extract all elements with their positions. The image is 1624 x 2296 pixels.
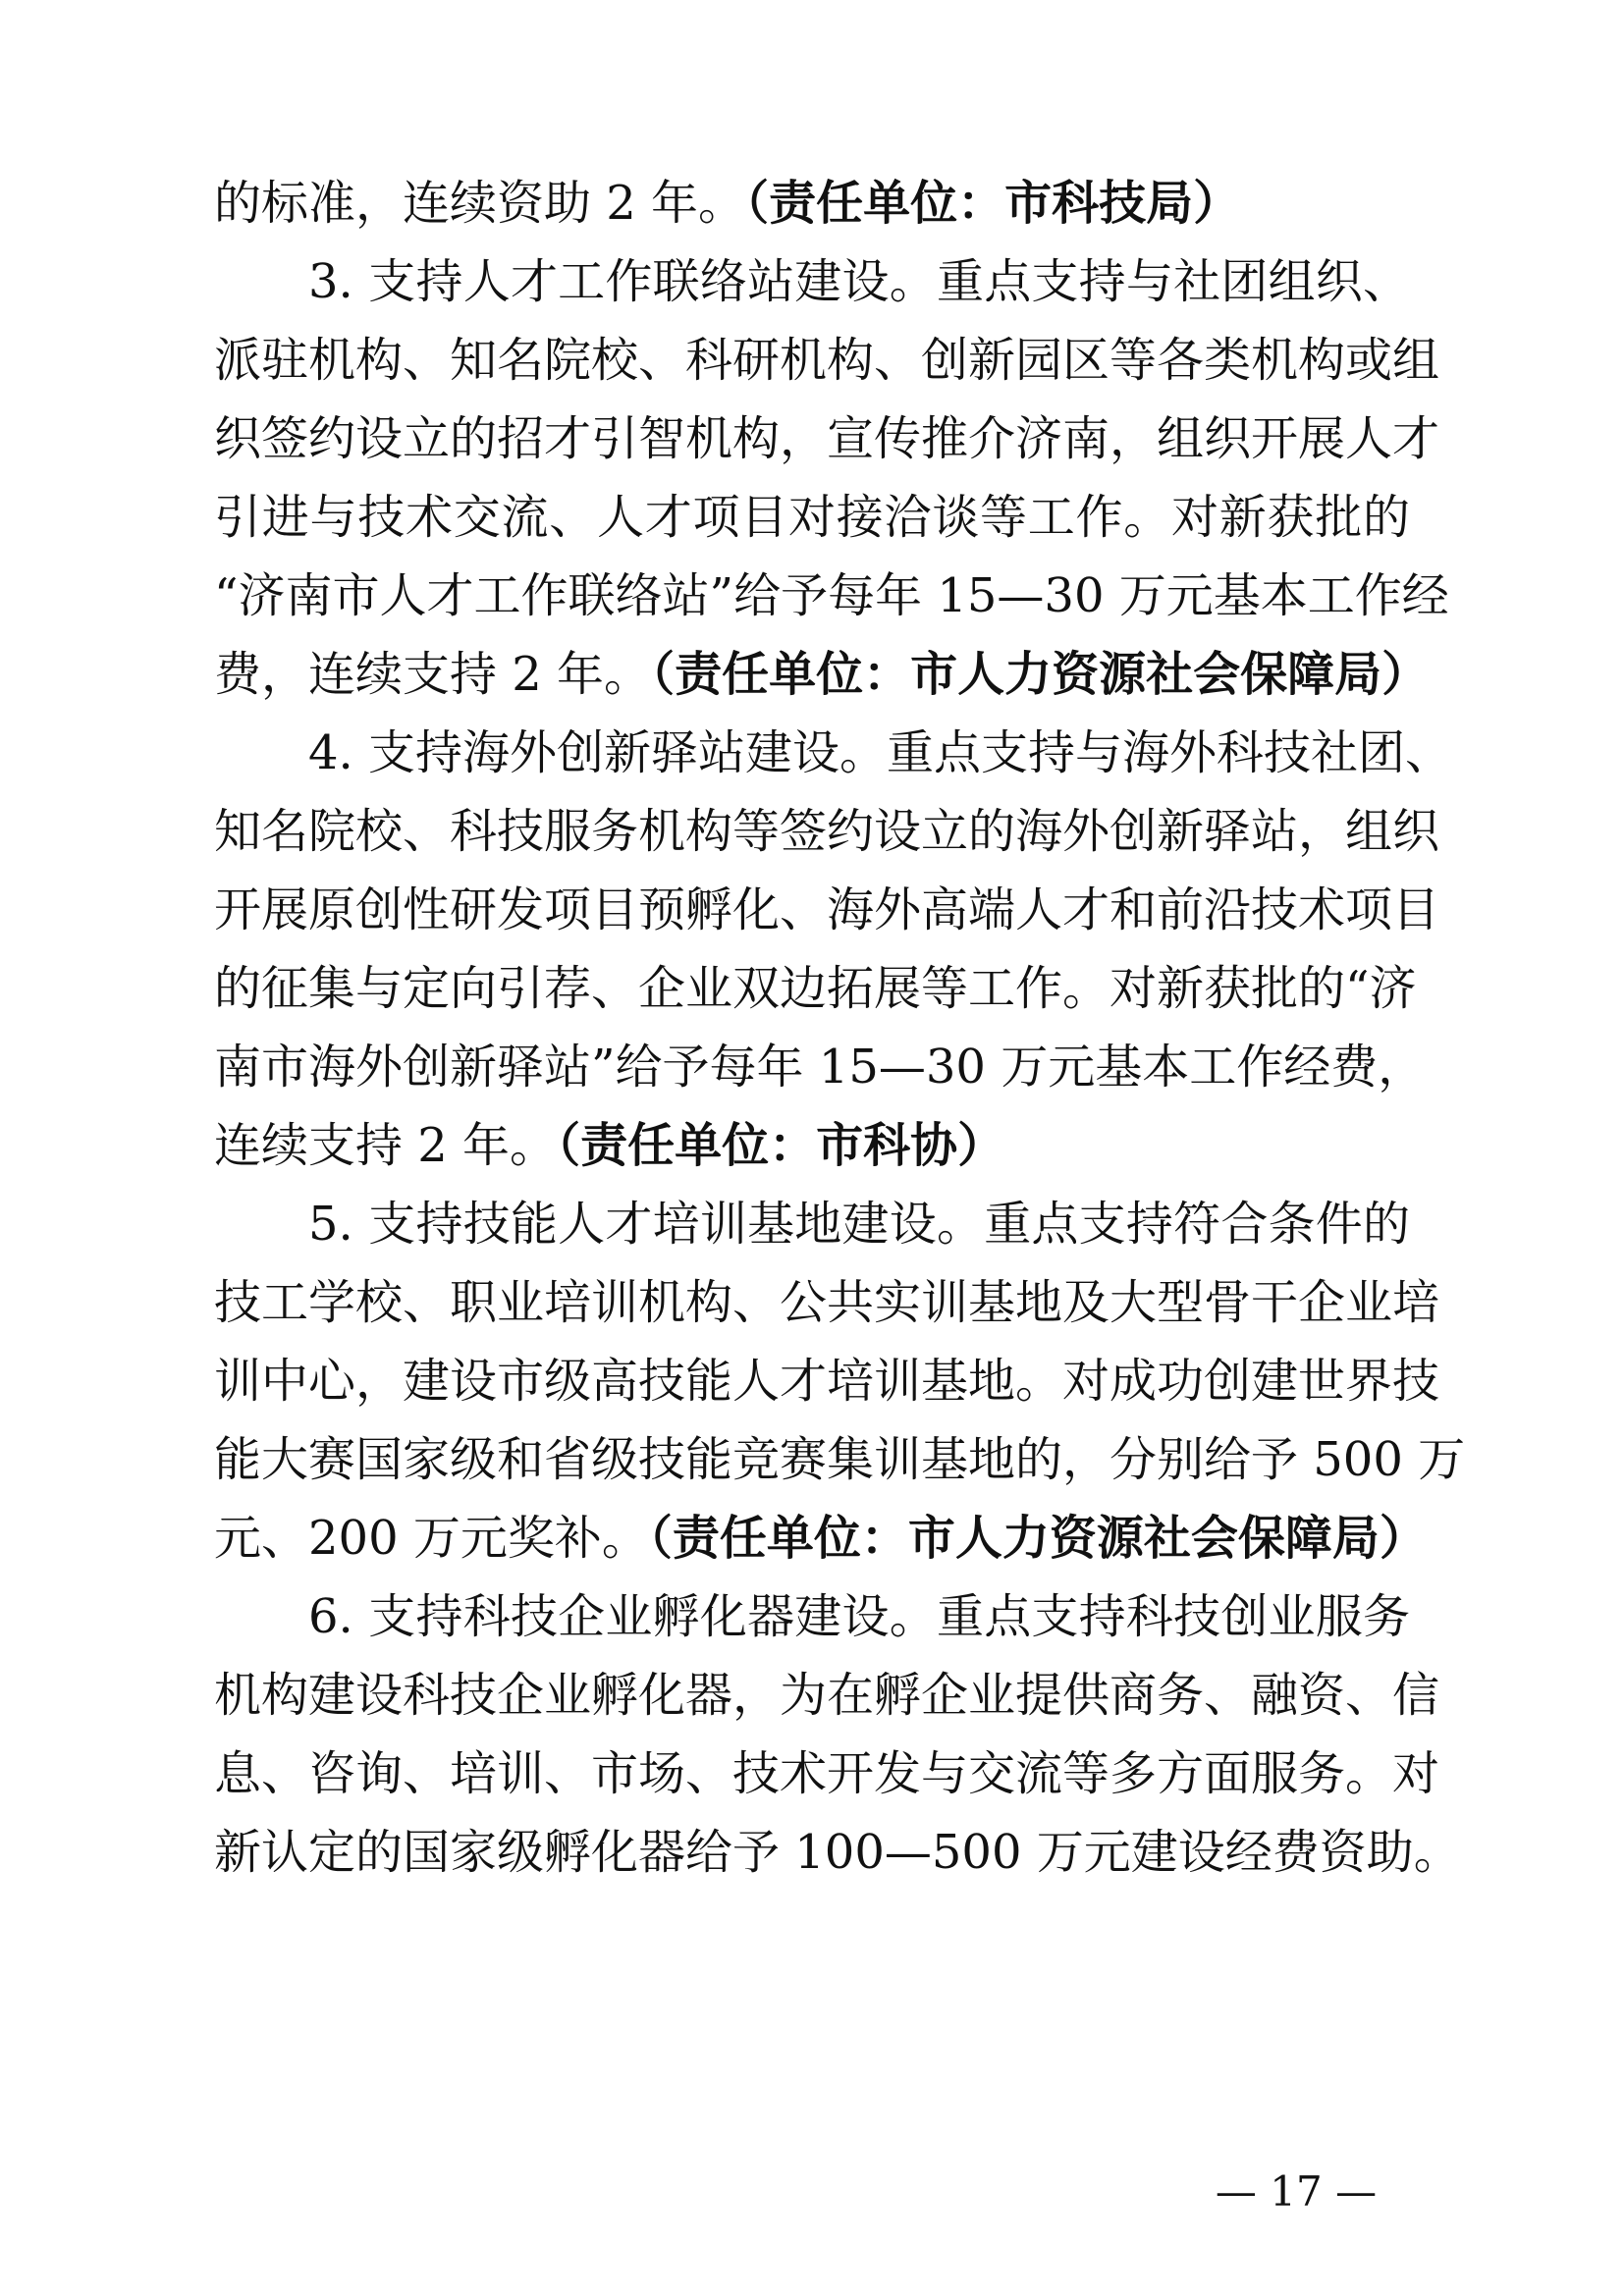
paragraph-line: 知名院校、科技服务机构等签约设立的海外创新驿站，组织 (214, 804, 1440, 859)
paragraph-line: 连续支持 2 年。（责任单位：市科协） (214, 1118, 1005, 1173)
paragraph-line: 5. 支持技能人才培训基地建设。重点支持符合条件的 (308, 1197, 1410, 1252)
responsible-unit: （责任单位：市人力资源社会保障局） (651, 647, 1430, 702)
responsible-unit: （责任单位：市人力资源社会保障局） (648, 1511, 1427, 1566)
paragraph-line: 机构建设科技企业孵化器，为在孵企业提供商务、融资、信 (214, 1668, 1440, 1723)
paragraph-line: 能大赛国家级和省级技能竞赛集训基地的，分别给予 500 万 (214, 1432, 1466, 1487)
paragraph-line: “济南市人才工作联络站”给予每年 15—30 万元基本工作经 (214, 568, 1449, 623)
paragraph-line: 技工学校、职业培训机构、公共实训基地及大型骨干企业培 (214, 1275, 1440, 1330)
page-number: — 17 — (1215, 2167, 1378, 2216)
paragraph-line: 的征集与定向引荐、企业双边拓展等工作。对新获批的“济 (214, 961, 1417, 1016)
responsible-unit: （责任单位：市科技局） (745, 176, 1241, 231)
paragraph-line: 训中心，建设市级高技能人才培训基地。对成功创建世界技 (214, 1354, 1440, 1409)
paragraph-line: 开展原创性研发项目预孵化、海外高端人才和前沿技术项目 (214, 882, 1440, 937)
paragraph-line: 费，连续支持 2 年。（责任单位：市人力资源社会保障局） (214, 647, 1430, 702)
paragraph-line: 织签约设立的招才引智机构，宣传推介济南，组织开展人才 (214, 411, 1440, 466)
paragraph-line: 息、咨询、培训、市场、技术开发与交流等多方面服务。对 (214, 1746, 1440, 1801)
paragraph-line: 引进与技术交流、人才项目对接洽谈等工作。对新获批的 (214, 490, 1410, 545)
paragraph-line: 3. 支持人才工作联络站建设。重点支持与社团组织、 (308, 254, 1410, 309)
paragraph-line: 元、200 万元奖补。（责任单位：市人力资源社会保障局） (214, 1511, 1427, 1566)
paragraph-line: 6. 支持科技企业孵化器建设。重点支持科技创业服务 (308, 1589, 1410, 1644)
paragraph-line: 派驻机构、知名院校、科研机构、创新园区等各类机构或组 (214, 333, 1440, 388)
paragraph-line: 4. 支持海外创新驿站建设。重点支持与海外科技社团、 (308, 725, 1453, 780)
paragraph-line: 新认定的国家级孵化器给予 100—500 万元建设经费资助。 (214, 1825, 1461, 1880)
responsible-unit: （责任单位：市科协） (557, 1118, 1005, 1173)
paragraph-line: 的标准，连续资助 2 年。（责任单位：市科技局） (214, 176, 1241, 231)
paragraph-line: 南市海外创新驿站”给予每年 15—30 万元基本工作经费， (214, 1040, 1426, 1095)
